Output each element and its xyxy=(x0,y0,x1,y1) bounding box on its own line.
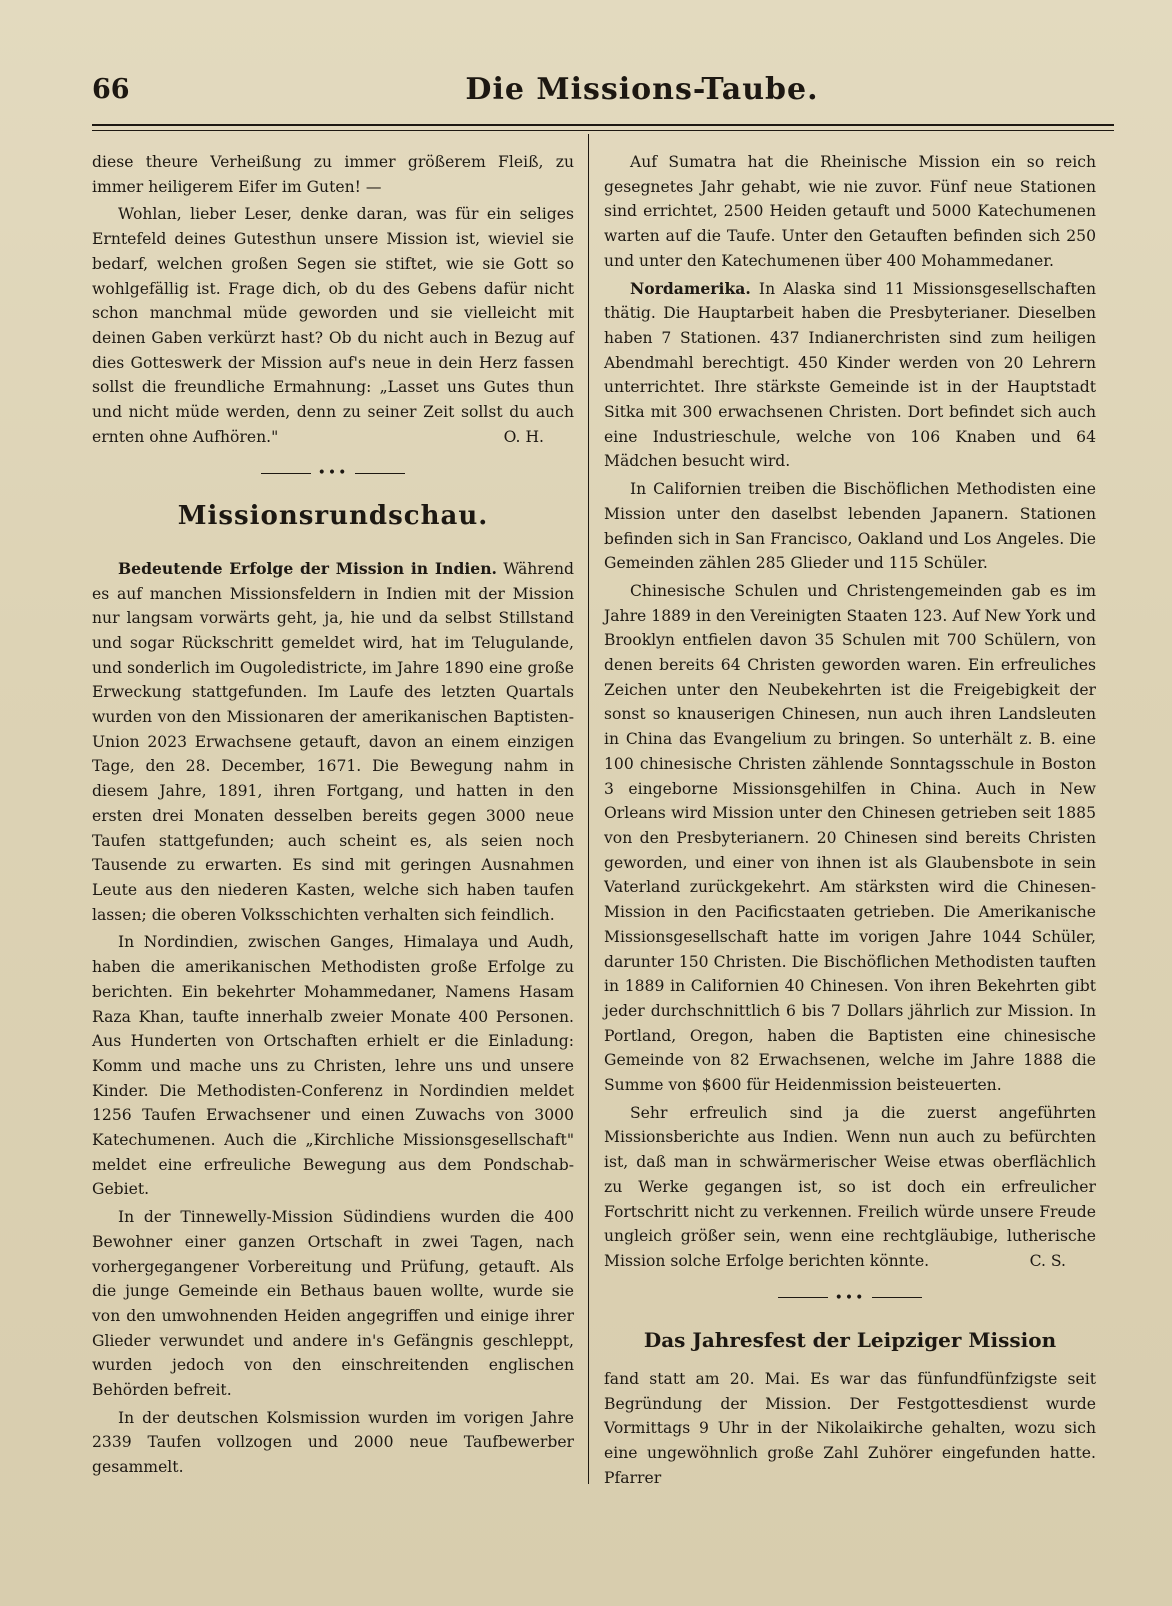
ornament-divider xyxy=(92,461,574,486)
paragraph: In der Tinnewelly-Mission Südindiens wurden die 400 Bewohner einer ganzen Ortschaft in zwei Tagen, nach vorhergegangener Vorbereitung und Prüfung, getauft. Als die junge Gemeinde ein Bethaus bauen wollte, wurde sie von den umwohnenden Heiden angegriffen und einige ihrer Glieder verwundet und andere in's Gefängnis geschleppt, wurden jedoch von den einschreitenden englischen Behörden befreit. xyxy=(92,1208,574,1400)
paragraph-lead: Bedeutende Erfolge der Mission in Indien. xyxy=(118,558,497,578)
section-heading: Missionsrundschau. xyxy=(177,501,489,532)
paragraph: fand statt am 20. Mai. Es war das fünfundfünfzigste seit Begründung der Mission. Der Festgottesdienst wurde Vormittags 9 Uhr in der Nikolaikirche gehalten, wozu sich eine ungewöhnlich große Zahl Zuhörer eingefunden hatte. Pfarrer xyxy=(604,1370,1096,1487)
ornament-dots: ••• xyxy=(834,1289,866,1306)
paragraph: Chinesische Schulen und Christengemeinden gab es im Jahre 1889 in den Vereinigten Staaten 123. Auf New York und Brooklyn entfielen davon 35 Schulen mit 700 Schülern, von denen bereits 64 Christen geworden waren. Ein erfreuliches Zeichen unter den Neubekehrten ist die Freigebigkeit der sonst so knauserigen Chinesen, nun auch ihren Landsleuten in China das Evangelium zu bringen. So unterhält z. B. eine 100 chinesische Christen zählende Sonntagsschule in Boston 3 eingeborne Missionsgehilfen in China. Auch in New Orleans wird Mission unter den Chinesen getrieben seit 1885 von den Presbyterianern. 20 Chinesen sind bereits Christen geworden, und einer von ihnen ist als Glaubensbote in sein Vaterland zurückgekehrt. Am stärksten wird die Chinesen-Mission in den Pacificstaaten getrieben. Die Amerikanische Missionsgesellschaft hatte im vorigen Jahre 1044 Schüler, darunter 150 Christen. Die Bischöflichen Methodisten tauften in 1889 in Californien 40 Chinesen. Von ihren Bekehrten gibt jeder durchschnittlich 6 bis 7 Dollars jährlich zur Mission. In Portland, Oregon, haben die Baptisten eine chinesische Gemeinde von 82 Erwachsenen, welche im Jahre 1888 die Summe von $600 für Heidenmission beisteuerten. xyxy=(604,581,1096,1095)
paragraph: In Californien treiben die Bischöflichen Methodisten eine Mission unter den daselbst lebenden Japanern. Stationen befinden sich in San Francisco, Oakland und Los Angeles. Die Gemeinden zählen 285 Glieder und 115 Schüler. xyxy=(604,480,1096,573)
paragraph: Auf Sumatra hat die Rheinische Mission ein so reich gesegnetes Jahr gehabt, wie nie zuvor. Fünf neue Stationen sind errichtet, 2500 Heiden getauft und 5000 Katechumenen warten auf die Taufe. Unter den Getauften befinden sich 250 und unter den Katechumenen über 400 Mohammedaner. xyxy=(604,153,1096,270)
page-header xyxy=(92,66,1114,122)
paragraph-lead: Nordamerika. xyxy=(630,278,751,298)
ornament-divider xyxy=(604,1286,1096,1311)
paragraph: In Nordindien, zwischen Ganges, Himalaya und Audh, haben die amerikanischen Methodisten große Erfolge zu berichten. Ein bekehrter Mohammedaner, Namens Hasam Raza Khan, taufte innerhalb zweier Monate 400 Personen. Aus Hunderten von Ortschaften erhielt er die Einladung: Komm und mache uns zu Christen, lehre uns und unsere Kinder. Die Methodisten-Conferenz in Nordindien meldet 1256 Taufen Erwachsener und einen Zuwachs von 3000 Katechumenen. Auch die „Kirchliche Missionsgesellschaft" meldet eine erfreuliche Bewegung aus dem Pondschab-Gebiet. xyxy=(92,933,574,1199)
journal-title: Die Missions-Taube. xyxy=(465,72,819,107)
signature: O. H. xyxy=(503,427,544,446)
paragraph xyxy=(604,1101,1096,1274)
paragraph-text: Sehr erfreulich sind ja die zuerst angeführten Missionsberichte aus Indien. Wenn nun auch zu befürchten ist, daß man in schwärmerischer Weise etwas oberflächlich zu Werke gegangen ist, so ist doch ein erfreulicher Fortschritt nicht zu verkennen. Freilich würde unsere Freude ungleich größer sein, wenn eine rechtgläubige, lutherische Mission solche Erfolge berichten könnte. xyxy=(604,1103,1096,1270)
column-divider xyxy=(588,134,589,1484)
header-rule-thin xyxy=(92,130,1114,131)
page-number: 66 xyxy=(92,74,130,105)
article-heading: Das Jahresfest der Leipziger Mission xyxy=(643,1328,1057,1353)
paragraph: diese theure Verheißung zu immer größerem Fleiß, zu immer heiligerem Eifer im Guten! — xyxy=(92,153,574,196)
left-column xyxy=(92,150,574,1483)
ornament-dots: ••• xyxy=(317,465,349,482)
right-column xyxy=(604,150,1096,1494)
paragraph xyxy=(604,277,1096,475)
paragraph-text: Während es auf manchen Missionsfeldern in Indien mit der Mission nur langsam vorwärts geht, ja, hie und da selbst Stillstand und sogar Rückschritt gemeldet wird, hat im Telugulande, und sonderlich im Ougoledistricte, im Jahre 1890 eine große Erweckung stattgefunden. Im Laufe des letzten Quartals wurden von den Missionaren der amerikanischen Baptisten-Union 2023 Erwachsene getauft, davon an einem einzigen Tage, den 28. December, 1671. Die Bewegung nahm in diesem Jahre, 1891, ihren Fortgang, und hatten in den ersten drei Monaten desselben bereits gegen 3000 neue Taufen stattgefunden; auch scheint es, als seien noch Tausende zu erwarten. Es sind mit geringen Ausnahmen Leute aus den niederen Kasten, welche sich haben taufen lassen; die oberen Volksschichten verhalten sich feindlich. xyxy=(92,559,574,924)
paragraph xyxy=(92,202,574,449)
paragraph xyxy=(92,557,574,928)
signature: C. S. xyxy=(1029,1251,1066,1270)
paragraph-text: In Alaska sind 11 Missionsgesellschaften thätig. Die Hauptarbeit haben die Presbyterianer. Dieselben haben 7 Stationen. 437 Indianerchristen sind zum heiligen Abendmahl berechtigt. 450 Kinder werden von 20 Lehrern unterrichtet. Ihre stärkste Gemeinde ist in der Hauptstadt Sitka mit 300 erwachsenen Christen. Dort befindet sich auch eine Industrieschule, welche von 106 Knaben und 64 Mädchen besucht wird. xyxy=(604,279,1096,471)
paragraph: In der deutschen Kolsmission wurden im vorigen Jahre 2339 Taufen vollzogen und 2000 neue Taufbewerber gesammelt. xyxy=(92,1408,574,1477)
header-rule-thick xyxy=(92,124,1114,126)
paragraph-text: Wohlan, lieber Leser, denke daran, was für ein seliges Erntefeld deines Gutesthun unsere Mission ist, wieviel sie bedarf, welchen großen Segen sie stiftet, wie sie Gott so wohlgefällig ist. Frage dich, ob du des Gebens dafür nicht schon manchmal müde geworden und sie vielleicht mit deinen Gaben verkürzt hast? Ob du nicht auch in Bezug auf dies Gotteswerk der Mission auf's neue in dein Herz fassen sollst die freundliche Ermahnung: „Lasset uns Gutes thun und nicht müde werden, denn zu seiner Zeit sollst du auch ernten ohne Aufhören." xyxy=(92,205,574,446)
